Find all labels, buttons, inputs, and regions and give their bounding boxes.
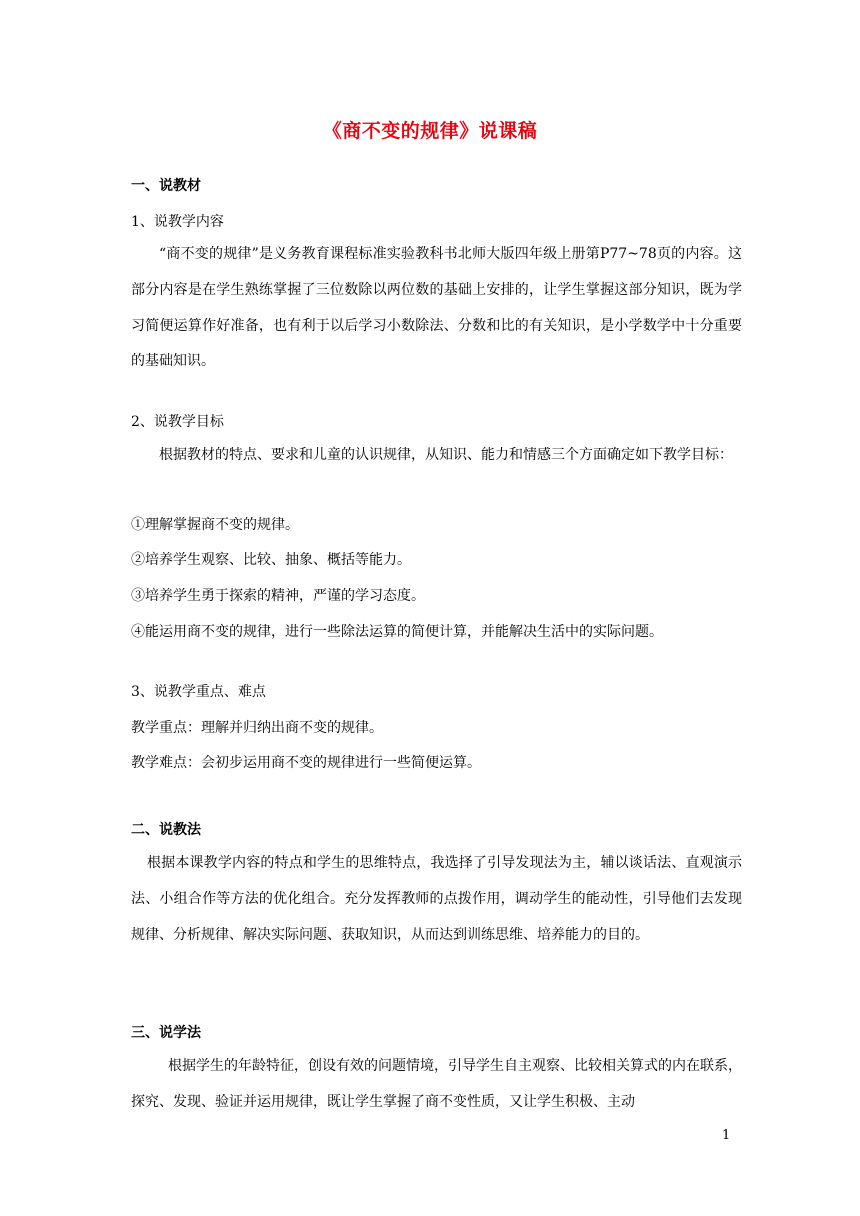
- subheading-teaching-goals: 2、说教学目标: [131, 414, 224, 430]
- page-number: 1: [722, 1128, 731, 1143]
- section-heading-textbook: 一、说教材: [131, 178, 201, 194]
- subheading-teaching-content: 1、说教学内容: [131, 214, 224, 230]
- goal-item: ②培养学生观察、比较、抽象、概括等能力。: [131, 552, 411, 568]
- paragraph-learning-method: 根据学生的年龄特征，创设有效的问题情境，引导学生自主观察、比较相关算式的内在联系，探究、发现、验证并运用规律，既让学生掌握了商不变性质，又让学生积极、主动: [131, 1058, 742, 1110]
- difficulty-text: 教学难点：会初步运用商不变的规律进行一些简便运算。: [131, 755, 481, 771]
- section-heading-teaching-method: 二、说教法: [131, 822, 201, 838]
- paragraph-goals-intro: 根据教材的特点、要求和儿童的认识规律，从知识、能力和情感三个方面确定如下教学目标：: [159, 447, 733, 463]
- goal-item: ③培养学生勇于探索的精神，严谨的学习态度。: [131, 588, 425, 604]
- goal-item: ①理解掌握商不变的规律。: [131, 517, 299, 533]
- paragraph-teaching-method: 根据本课教学内容的特点和学生的思维特点，我选择了引导发现法为主，辅以谈话法、直观演示法、小组合作等方法的优化组合。充分发挥教师的点拨作用，调动学生的能动性，引导他们去发现规律、分析规律、解决实际问题、获取知识，从而达到训练思维、培养能力的目的。: [131, 855, 742, 943]
- paragraph-teaching-content: “商不变的规律”是义务教育课程标准实验教科书北师大版四年级上册第P77~78页的内容。这部分内容是在学生熟练掌握了三位数除以两位数的基础上安排的，让学生掌握这部分知识，既为学习简便运算作好准备，也有利于以后学习小数除法、分数和比的有关知识，是小学数学中十分重要的基础知识。: [131, 246, 742, 370]
- subheading-key-difficult: 3、说教学重点、难点: [131, 684, 266, 700]
- goal-item: ④能运用商不变的规律，进行一些除法运算的简便计算，并能解决生活中的实际问题。: [131, 624, 663, 640]
- key-point-text: 教学重点：理解并归纳出商不变的规律。: [131, 720, 383, 736]
- section-heading-learning-method: 三、说学法: [131, 1025, 201, 1041]
- document-title: 《商不变的规律》说课稿: [322, 120, 538, 142]
